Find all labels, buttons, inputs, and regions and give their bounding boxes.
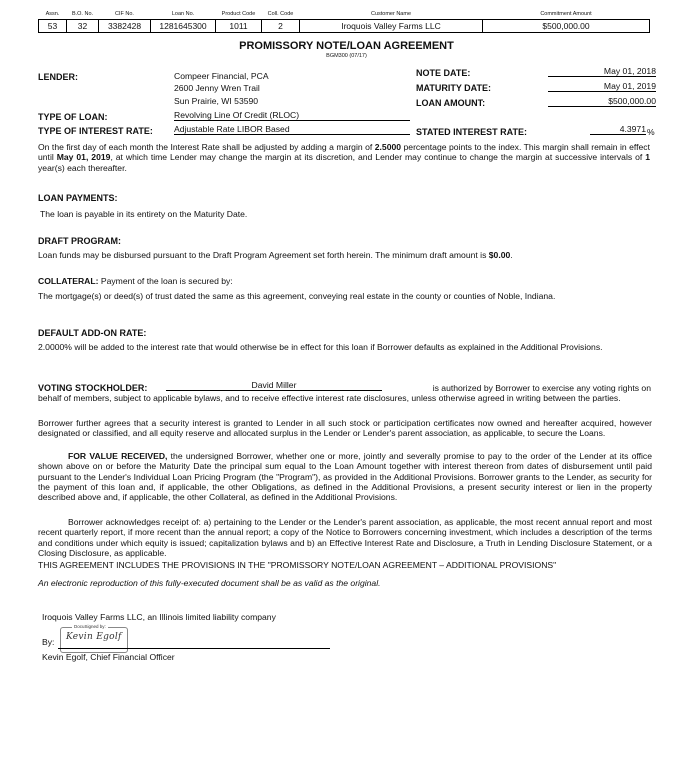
header-col-cif: CIF No.	[115, 10, 134, 17]
header-val-cif: 3382428	[99, 20, 151, 33]
signature-line	[58, 648, 330, 649]
by-label: By:	[42, 637, 55, 647]
maturity-date-label: MATURITY DATE:	[416, 83, 491, 93]
borrower-company: Iroquois Valley Farms LLC, an Illinois limited liability company	[42, 612, 276, 622]
voting-stockholder-rest: behalf of members, subject to applicable bylaws, and to receive effective interest rate disclosures, unless otherwise agreed in writing between the parties.	[38, 393, 621, 403]
lender-name: Compeer Financial, PCA	[174, 71, 269, 81]
header-val-coll: 2	[262, 20, 300, 33]
loan-amount-value: $500,000.00	[548, 96, 656, 107]
for-value-received-paragraph: FOR VALUE RECEIVED, the undersigned Borrower, whether one or more, jointly and severally promise to pay to the order of the Lender at its office shown above on or before the Maturity Date the principal sum equal to the Loan Amount together with interest thereon from dates of disbursement until paid pursuant to the Lender's Individual Loan Pricing Program (the "Program"), as provided in the Additional Provisions. Borrower grants to the Lender, as security for the payment of this loan and, if applicable, the other Obligations, as defined in the Additional Provisions, a present security interest or lien in the property described above and, if applicable, the other Collateral, as defined in the Additional Provisions.	[38, 451, 652, 503]
header-col-assn: Assn.	[45, 10, 60, 17]
header-val-commitment: $500,000.00	[483, 20, 650, 33]
stated-rate-unit: %	[647, 127, 655, 137]
lender-city: Sun Prairie, WI 53590	[174, 96, 259, 106]
header-col-product: Product Code	[221, 10, 256, 17]
stated-rate-label: STATED INTEREST RATE:	[416, 127, 527, 137]
type-of-rate-label: TYPE OF INTEREST RATE:	[38, 126, 153, 136]
type-of-loan-label: TYPE OF LOAN:	[38, 112, 108, 122]
lender-label: LENDER:	[38, 72, 78, 82]
header-col-commitment: Commitment Amount	[540, 10, 592, 17]
electronic-reproduction-line: An electronic reproduction of this fully-executed document shall be as valid as the original.	[38, 578, 381, 588]
collateral-text: The mortgage(s) or deed(s) of trust dated the same as this agreement, conveying real estate in the county or counties of Noble, Indiana.	[38, 291, 556, 301]
header-val-customer: Iroquois Valley Farms LLC	[300, 20, 483, 33]
stated-rate-value: 4.3971	[590, 124, 646, 135]
signer-name-title: Kevin Egolf, Chief Financial Officer	[42, 652, 175, 662]
header-val-assn: 53	[39, 20, 67, 33]
loan-amount-label: LOAN AMOUNT:	[416, 98, 486, 108]
header-col-loan: Loan No.	[171, 10, 195, 17]
form-number: BGM300 (07/17)	[326, 53, 367, 59]
header-val-loan: 1281645300	[151, 20, 216, 33]
draft-program-heading: DRAFT PROGRAM:	[38, 236, 121, 246]
type-of-loan-value: Revolving Line Of Credit (RLOC)	[174, 110, 410, 121]
loan-payments-heading: LOAN PAYMENTS:	[38, 193, 118, 203]
voting-stockholder-label: VOTING STOCKHOLDER:	[38, 383, 148, 393]
header-col-coll: Coll. Code	[267, 10, 294, 17]
lender-street: 2600 Jenny Wren Trail	[174, 83, 260, 93]
document-title: PROMISSORY NOTE/LOAN AGREEMENT	[239, 40, 454, 52]
header-col-customer: Customer Name	[370, 10, 412, 17]
note-date-value: May 01, 2018	[548, 66, 656, 77]
voting-stockholder-line1: is authorized by Borrower to exercise any voting rights on	[432, 383, 651, 393]
loan-payments-text: The loan is payable in its entirety on the Maturity Date.	[40, 209, 248, 219]
draft-program-text: Loan funds may be disbursed pursuant to the Draft Program Agreement set forth herein. The minimum draft amount is $0.00.	[38, 250, 513, 260]
type-of-rate-value: Adjustable Rate LIBOR Based	[174, 124, 410, 135]
acknowledgement-paragraph: Borrower acknowledges receipt of: a) pertaining to the Lender or the Lender's parent association, as applicable, the most recent annual report and most recent quarterly report, if more recent than the annual report; a copy of the Notice to Borrowers concerning investment, which includes a description of the terms and conditions under which equity is issued; capitalization bylaws and b) an Effective Interest Rate and Disclosure, a Truth in Lending Disclosure Statement, or a Closing Disclosure, as applicable.	[38, 517, 652, 558]
signature-image: Kevin Egolf	[66, 632, 122, 642]
docusigned-by-label: DocuSigned by:	[74, 624, 106, 629]
header-val-bo: 32	[67, 20, 99, 33]
security-interest-paragraph: Borrower further agrees that a security interest is granted to Lender in all such stock or participation certificates now owned and hereafter acquired, however designated or classified, and all equity reserve and allocated surplus in the Lender or Lender's parent association, as applicable, to secure the Loans.	[38, 418, 652, 439]
header-val-product: 1011	[216, 20, 262, 33]
loan-header-table	[38, 9, 650, 33]
default-rate-text: 2.0000% will be added to the interest rate that would otherwise be in effect for this loan if Borrower defaults as explained in the Additional Provisions.	[38, 342, 603, 352]
note-date-label: NOTE DATE:	[416, 68, 471, 78]
default-rate-heading: DEFAULT ADD-ON RATE:	[38, 328, 147, 338]
maturity-date-value: May 01, 2019	[548, 81, 656, 92]
voting-stockholder-name: David Miller	[166, 380, 382, 391]
collateral-heading: COLLATERAL: Payment of the loan is secured by:	[38, 276, 233, 286]
header-col-bo: B.O. No.	[71, 10, 94, 17]
includes-provisions-line: THIS AGREEMENT INCLUDES THE PROVISIONS IN THE "PROMISSORY NOTE/LOAN AGREEMENT – ADDITIONAL PROVISIONS"	[38, 560, 557, 570]
rate-adjustment-paragraph: On the first day of each month the Interest Rate shall be adjusted by adding a margin of 2.5000 percentage points to the index. This margin shall remain in effect until May 01, 2019, at which time Lender may change the margin at its discretion, and Lender may continue to change the margin at successive intervals of 1 year(s) each thereafter.	[38, 142, 651, 173]
